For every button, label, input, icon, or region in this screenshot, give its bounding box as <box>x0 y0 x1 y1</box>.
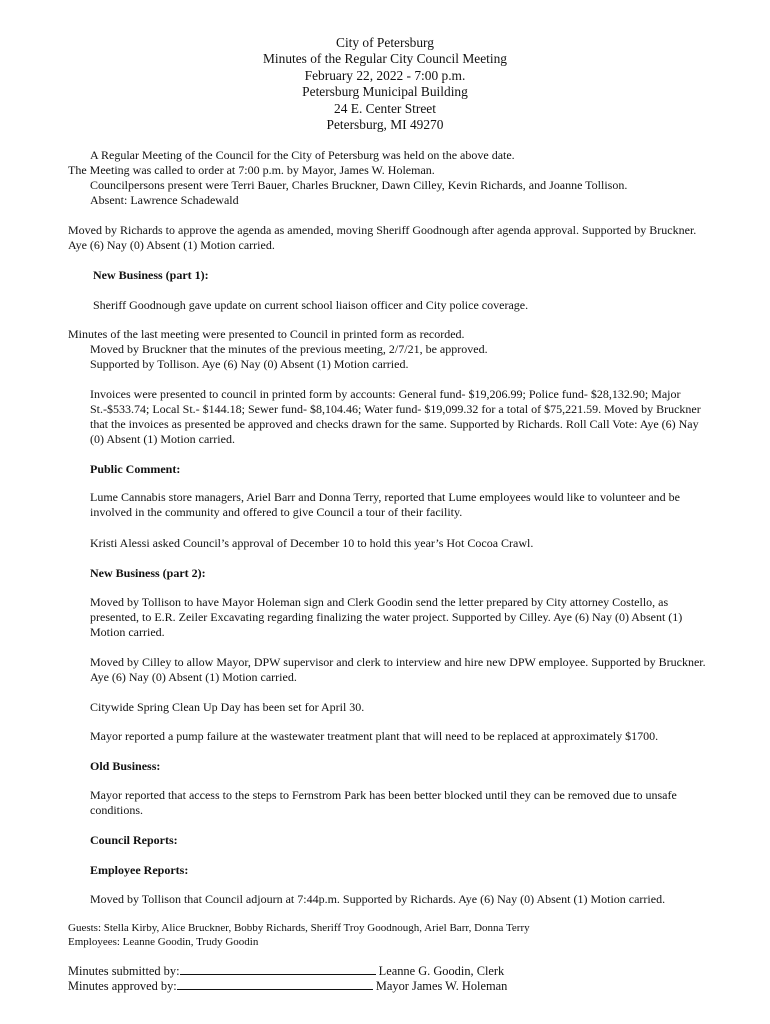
public-comment-heading: Public Comment: <box>90 462 181 476</box>
header-meeting-title: Minutes of the Regular City Council Meeting <box>263 51 507 67</box>
opening-line-2: The Meeting was called to order at 7:00 p.m. by Mayor, James W. Holeman. <box>68 163 435 177</box>
invoices-paragraph: Invoices were presented to council in printed form by accounts: General fund- $19,206.99; Police fund- $28,132.90; Major St.-$533.74; Local St.- $144.18; Sewer fund- $8,104.46; Water fund- $19,099.32 for a total of $75,221.59. Moved by Bruckner that the invoices as presented be approved and checks drawn for the same. Supported by Richards. Roll Call Vote: Aye (6) Nay (0) Absent (1) Motion carried. <box>90 387 701 447</box>
council-reports-heading: Council Reports: <box>90 833 178 847</box>
approved-signature-blank <box>177 979 373 990</box>
submitted-label: Minutes submitted by: <box>68 964 180 978</box>
new-business-2-dpw-motion: Moved by Cilley to allow Mayor, DPW supervisor and clerk to interview and hire new DPW employee. Supported by Bruckner. Aye (6) Nay (0) Absent (1) Motion carried. <box>90 655 706 685</box>
new-business-2-heading: New Business (part 2): <box>90 566 206 580</box>
submitted-name: Leanne G. Goodin, Clerk <box>378 964 505 978</box>
approved-signature-line <box>68 979 507 994</box>
adjourn-motion: Moved by Tollison that Council adjourn at 7:44p.m. Supported by Richards. Aye (6) Nay (0) Absent (1) Motion carried. <box>90 892 666 906</box>
submitted-signature-blank <box>180 964 376 975</box>
opening-line-1: A Regular Meeting of the Council for the City of Petersburg was held on the above date. <box>90 148 515 162</box>
public-comment-cocoa-crawl: Kristi Alessi asked Council’s approval of December 10 to hold this year’s Hot Cocoa Crawl. <box>90 536 534 550</box>
agenda-motion: Moved by Richards to approve the agenda as amended, moving Sheriff Goodnough after agenda approval. Supported by Bruckner. Aye (6) Nay (0) Absent (1) Motion carried. <box>68 223 697 253</box>
new-business-2-clean-up: Citywide Spring Clean Up Day has been set for April 30. <box>90 700 365 714</box>
opening-line-3: Councilpersons present were Terri Bauer, Charles Bruckner, Dawn Cilley, Kevin Richards, and Joanne Tollison. <box>90 178 628 192</box>
new-business-1-text: Sheriff Goodnough gave update on current school liaison officer and City police coverage. <box>93 298 529 312</box>
new-business-2-pump-failure: Mayor reported a pump failure at the wastewater treatment plant that will need to be replaced at approximately $1700. <box>90 729 659 743</box>
header-date: February 22, 2022 - 7:00 p.m. <box>304 67 466 83</box>
old-business-heading: Old Business: <box>90 759 161 773</box>
old-business-fernstrom: Mayor reported that access to the steps to Fernstrom Park has been better blocked until they can be removed due to unsafe conditions. <box>90 788 677 818</box>
minutes-line-2: Moved by Bruckner that the minutes of the previous meeting, 2/7/21, be approved. <box>90 342 488 356</box>
approved-label: Minutes approved by: <box>68 979 177 993</box>
guests-list: Guests: Stella Kirby, Alice Bruckner, Bobby Richards, Sheriff Troy Goodnough, Ariel Barr, Donna Terry <box>68 922 530 934</box>
minutes-line-3: Supported by Tollison. Aye (6) Nay (0) Absent (1) Motion carried. <box>90 357 409 371</box>
new-business-1-heading: New Business (part 1): <box>93 268 209 282</box>
header-street: 24 E. Center Street <box>334 100 436 116</box>
opening-line-4: Absent: Lawrence Schadewald <box>90 193 239 207</box>
employees-list: Employees: Leanne Goodin, Trudy Goodin <box>68 936 259 948</box>
minutes-line-1: Minutes of the last meeting were presented to Council in printed form as recorded. <box>68 327 465 341</box>
new-business-2-letter-motion: Moved by Tollison to have Mayor Holeman sign and Clerk Goodin send the letter prepared by City attorney Costello, as presented, to E.R. Zeiler Excavating regarding finalizing the water project. Supported by Cilley. Aye (6) Nay (0) Absent (1) Motion carried. <box>90 595 683 640</box>
employee-reports-heading: Employee Reports: <box>90 863 189 877</box>
public-comment-lume: Lume Cannabis store managers, Ariel Barr and Donna Terry, reported that Lume employees would like to volunteer and be involved in the community and offered to give Council a tour of their facility. <box>90 490 680 520</box>
header-building: Petersburg Municipal Building <box>302 84 468 100</box>
submitted-signature-line <box>68 964 504 979</box>
header-city-state: Petersburg, MI 49270 <box>326 117 444 133</box>
approved-name: Mayor James W. Holeman <box>375 979 508 993</box>
document-header <box>0 35 770 133</box>
header-city: City of Petersburg <box>336 35 434 50</box>
